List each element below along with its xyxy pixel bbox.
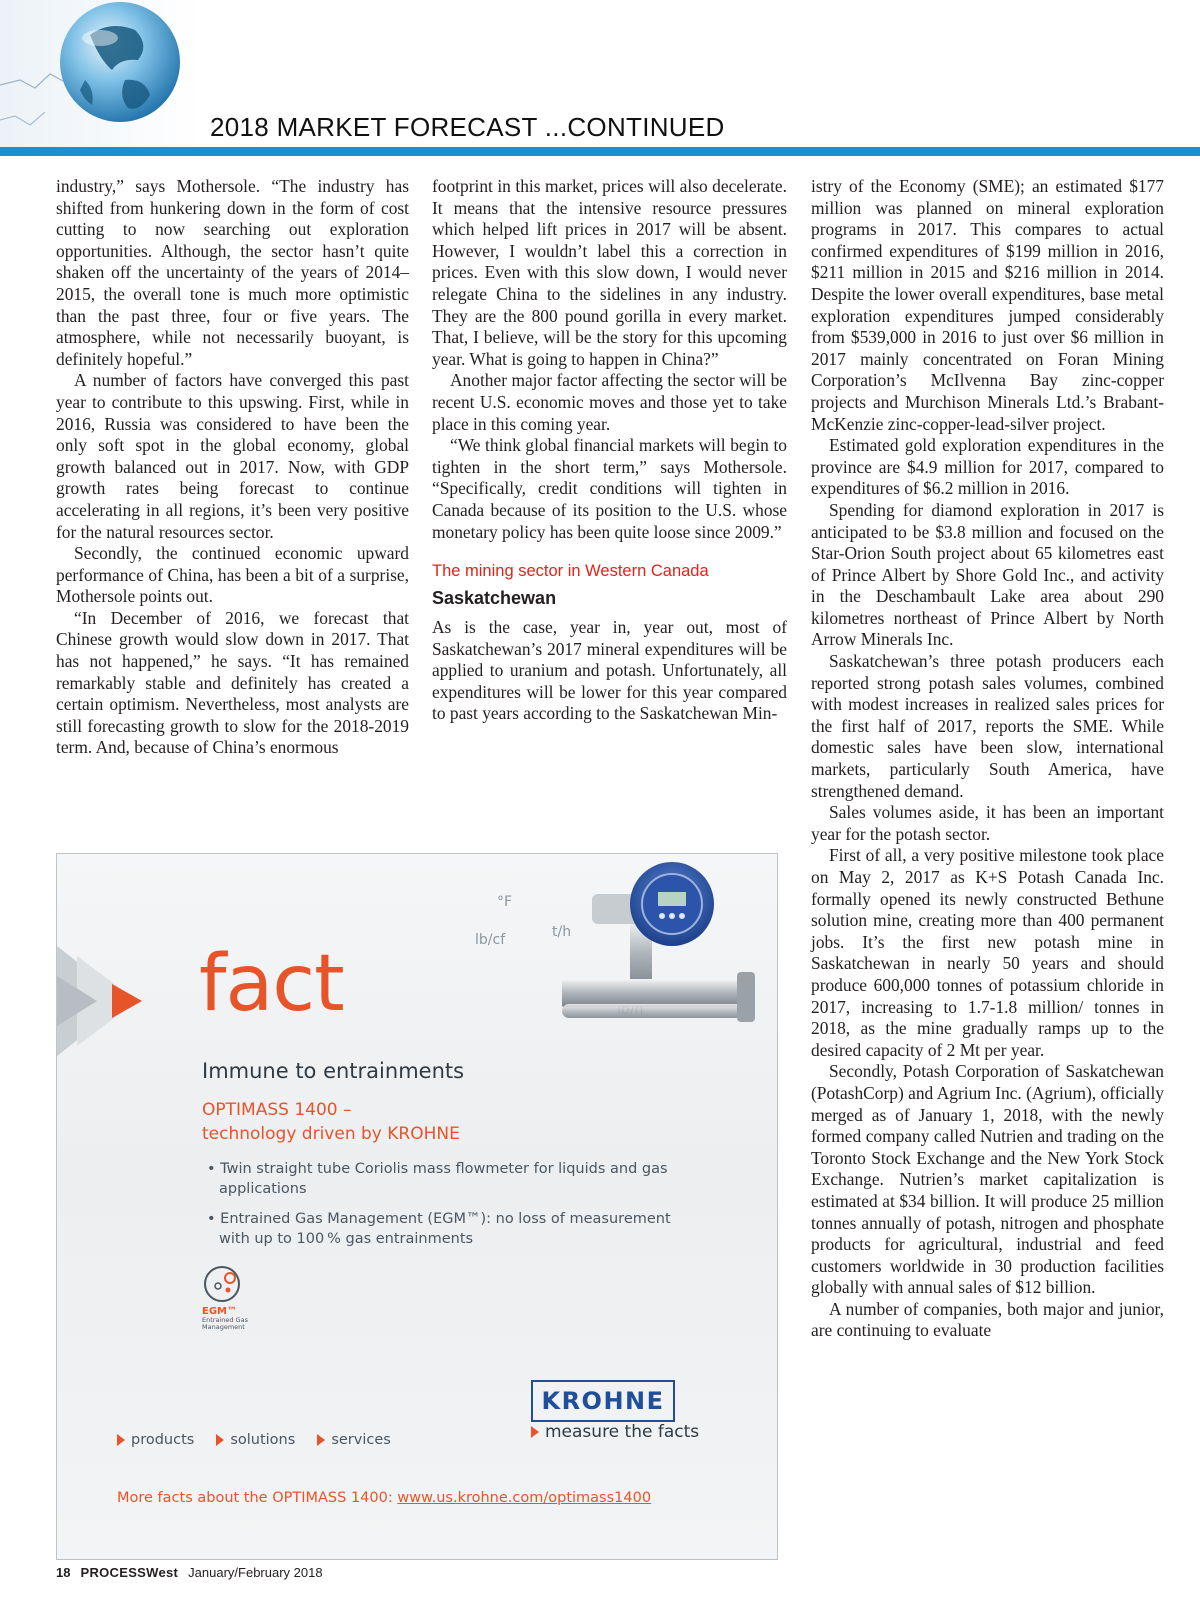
title-rule — [0, 147, 1200, 156]
ad-feature-list — [207, 1159, 677, 1259]
unit-label: t/h — [552, 924, 572, 940]
arrow-right-icon — [216, 1434, 224, 1446]
ad-nav — [117, 1432, 391, 1448]
ad-nav-services[interactable] — [317, 1432, 391, 1448]
feature-item: • Entrained Gas Management (EGM™): no loss of measurement with up to 100 % gas entrainments — [207, 1211, 671, 1247]
arrow-right-icon — [317, 1434, 325, 1446]
page-number: 18 — [56, 1565, 71, 1580]
egm-badge — [202, 1264, 250, 1331]
paragraph: Another major factor affecting the sector will be recent U.S. economic moves and those yet to take place in this coming year. — [432, 370, 787, 434]
krohne-advertisement[interactable] — [56, 853, 778, 1560]
egm-sub: Entrained Gas — [202, 1316, 248, 1324]
arrow-right-icon — [531, 1426, 539, 1438]
unit-label: lb/cf — [475, 932, 506, 948]
page-footer — [56, 1565, 323, 1580]
paragraph: istry of the Economy (SME); an estimated $177 million was planned on mineral exploration programs in 2017. This compares to actual confirmed expenditures of $199 million in 2016, $211 million in 2015 and $216 million in 2014. Despite the lower overall expenditures, base metal exploration expenditures jumped considerably from $539,000 in 2016 to just over $6 million in 2017 mainly concentrated on Foran Mining Corporation’s McIlvenna Bay zinc-copper projects and Murchison Minerals Ltd.’s Brabant-McKenzie zinc-copper-lead-silver project. — [811, 176, 1164, 434]
paragraph: “We think global financial markets will begin to tighten in the short term,” says Mothersole. “Specifically, credit conditions will tighten in Canada because of its position to the U.S. whose monetary policy has been quite loose since 2009.” — [432, 435, 787, 542]
ad-more-info — [117, 1490, 651, 1506]
magazine-name: PROCESSWest — [80, 1565, 179, 1580]
feature-item: • Twin straight tube Coriolis mass flowmeter for liquids and gas applications — [207, 1161, 668, 1197]
nav-label: products — [131, 1432, 195, 1448]
section-title: 2018 MARKET FORECAST ...CONTINUED — [210, 112, 725, 142]
article-column-2 — [432, 176, 787, 725]
brand-slogan — [531, 1422, 699, 1442]
article-column-1 — [56, 176, 409, 759]
paragraph: Spending for diamond exploration in 2017 is anticipated to be $3.8 million and focused on the Star-Orion South project about 65 kilometres east of Prince Albert by Shore Gold Inc., and activity in the Deschambault Lake area about 290 kilometres northeast of Prince Albert by North Arrow Minerals Inc. — [811, 499, 1164, 650]
more-prefix: More facts about the OPTIMASS 1400: — [117, 1490, 398, 1506]
arrow-right-icon — [117, 1434, 125, 1446]
paragraph: A number of factors have converged this past year to contribute to this upswing. First, while in 2016, Russia was considered to have been the only soft spot in the global economy, global growth balanced out in 2017. Now, with GDP growth rates being forecast to continue accelerating in all regions, it’s been very positive for the natural resources sector. — [56, 370, 409, 542]
subheading-region: The mining sector in Western Canada — [432, 562, 709, 581]
paragraph: industry,” says Mothersole. “The industry has shifted from hunkering down in the form of cost cutting to now searching out exploration opportunities. Although, the sector hasn’t quite shaken off the uncertainty of the years of 2014–2015, the overall tone is much more optimistic than the past three, four or five years. The atmosphere, while not necessarily buoyant, is definitely hopeful.” — [56, 176, 409, 369]
flowmeter-image-icon — [562, 854, 772, 1079]
krohne-arrow-logo-icon — [57, 946, 187, 1056]
nav-label: services — [331, 1432, 391, 1448]
ad-tagline: Immune to entrainments — [202, 1059, 465, 1083]
ad-headline: fact — [199, 939, 344, 1029]
paragraph: Saskatchewan’s three potash producers each reported strong potash sales volumes, combined with modest increases in realized sales prices for the first half of 2017, reports the SME. While domestic sales have been slow, international markets, particularly South America, have strengthened demand. — [811, 651, 1164, 801]
paragraph: Sales volumes aside, it has been an important year for the potash sector. — [811, 802, 1164, 844]
article-column-3 — [811, 176, 1164, 1342]
unit-label: °F — [497, 894, 513, 910]
paragraph: As is the case, year in, year out, most of Saskatchewan’s 2017 mineral expenditures will be applied to uranium and potash. Unfortunately, all expenditures will be lower for this year compared to past years according to the Saskatchewan Min- — [432, 617, 787, 724]
product-url-link[interactable]: www.us.krohne.com/optimass1400 — [397, 1490, 652, 1506]
globe-header-art — [0, 0, 200, 150]
nav-label: solutions — [230, 1432, 296, 1448]
egm-bubbles-icon — [202, 1264, 250, 1304]
paragraph: First of all, a very positive milestone took place on May 2, 2017 as K+S Potash Canada Inc. formally opened its newly constructed Bethune solution mine, creating more than 400 permanent jobs. It’s the first new potash mine in Saskatchewan in nearly 50 years and should produce 600,000 tonnes of potassium chloride in 2017, increasing to 1.7-1.8 million/ tonnes in 2018, as the mine gradually ramps up to the desired capacity of 2 Mt per year. — [811, 845, 1164, 1060]
paragraph: A number of companies, both major and junior, are continuing to evaluate — [811, 1298, 1164, 1341]
ad-nav-products[interactable] — [117, 1432, 194, 1448]
paragraph: “In December of 2016, we forecast that Chinese growth would slow down in 2017. That has not happened,” he says. “It has remained remarkably stable and definitely has created a certain optimism. Nevertheless, most analysts are still forecasting growth to slow for the 2018-2019 term. And, because of China’s enormous — [56, 607, 409, 758]
egm-sub: Management — [202, 1323, 245, 1331]
krohne-logo — [531, 1380, 675, 1422]
subheading-province: Saskatchewan — [432, 588, 557, 609]
egm-label: EGM™ — [202, 1306, 237, 1317]
paragraph: footprint in this market, prices will also decelerate. It means that the intensive resource pressures which helped lift prices in 2017 will be absent. However, I wouldn’t label this a correction in prices. Even with this slow down, I would never relegate China to the sidelines in any industry. They are the 800 pound gorilla in every market. That, I believe, will be the story for this upcoming year. What is going to happen in China?” — [432, 176, 787, 369]
product-line: OPTIMASS 1400 – — [202, 1100, 352, 1120]
slogan-text: measure the facts — [545, 1422, 700, 1442]
ad-product-title — [202, 1098, 460, 1146]
product-line: technology driven by KROHNE — [202, 1124, 460, 1144]
brand-name: KROHNE — [541, 1387, 665, 1415]
paragraph: Secondly, Potash Corporation of Saskatchewan (PotashCorp) and Agrium Inc. (Agrium), officially merged as of January 1, 2018, with the newly formed company called Nutrien and trading on the Toronto Stock Exchange and the New York Stock Exchange. Nutrien’s market capitalization is estimated at $34 billion. It will produce 25 million tonnes annually of potash, nitrogen and phosphate products for agricultural, industrial and feed customers worldwide in 30 production facilities globally with annual sales of $12 billion. — [811, 1061, 1164, 1298]
issue-date: January/February 2018 — [188, 1565, 323, 1580]
paragraph: Estimated gold exploration expenditures in the province are $4.9 million for 2017, compared to expenditures of $6.2 million in 2016. — [811, 435, 1164, 499]
paragraph: Secondly, the continued economic upward performance of China, has been a bit of a surprise, Mothersole points out. — [56, 543, 409, 607]
ad-nav-solutions[interactable] — [216, 1432, 295, 1448]
